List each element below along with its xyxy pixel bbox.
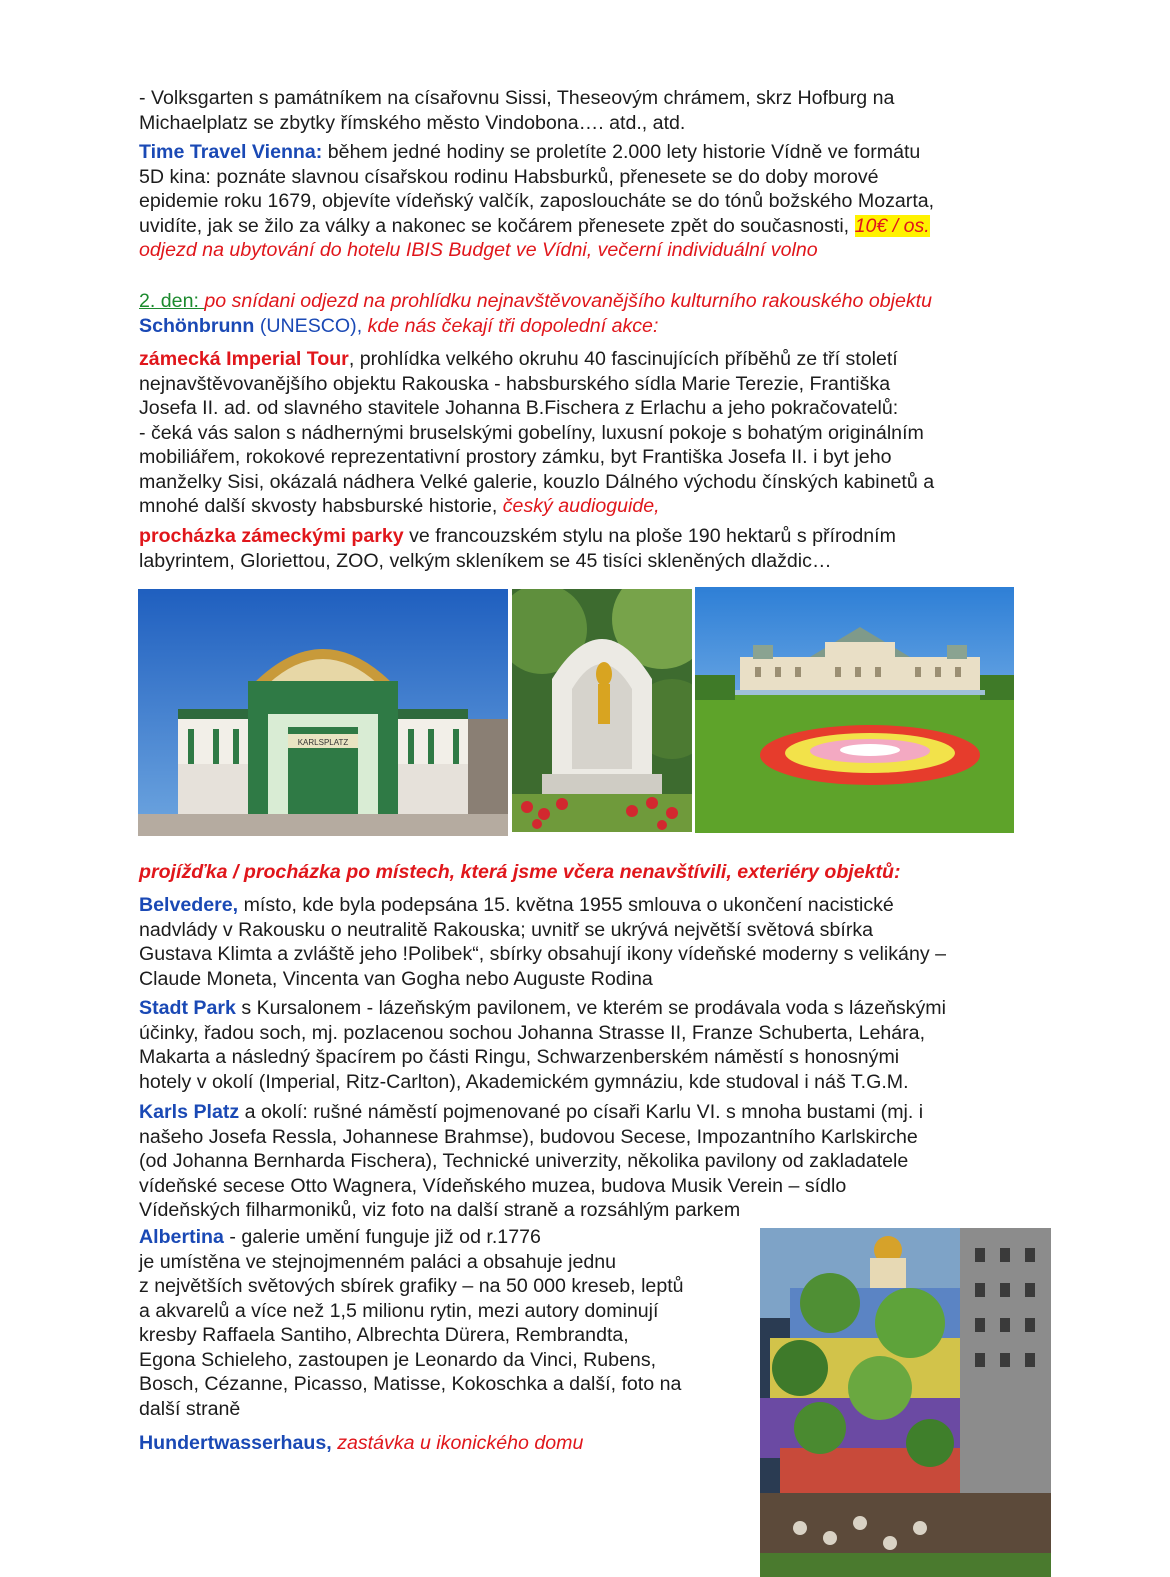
- ride-heading: [139, 860, 1079, 885]
- imperial-text-7: mnohé další skvosty habsburské historie,: [139, 495, 503, 517]
- imperial-line-4: - čeká vás salon s nádhernými bruselskými gobelíny, luxusní pokoje s bohatým originálním: [139, 421, 924, 444]
- hundertwasser-line: [139, 1431, 754, 1456]
- intro-line-2: Michaelplatz se zbytky římského město Vindobona…. atd., atd.: [139, 111, 686, 134]
- albertina-line-2: je umístěna ve stejnojmenném paláci a obsahuje jednu: [139, 1250, 617, 1273]
- stadtpark-text-1: s Kursalonem - lázeňským pavilonem, ve kterém se prodávala voda s lázeňskými: [235, 997, 946, 1019]
- evening-note: odjezd na ubytování do hotelu IBIS Budget ve Vídni, večerní individuální volno: [139, 239, 818, 261]
- stadtpark-line-2: účinky, řadou soch, mj. pozlacenou sochou Johanna Strasse II, Franze Schuberta, Lehára,: [139, 1021, 926, 1044]
- parks-line-1: [139, 524, 1039, 549]
- day2-paragraph: [139, 289, 1059, 338]
- belvedere-line-4: Claude Moneta, Vincenta van Gogha nebo Auguste Rodina: [139, 967, 653, 990]
- intro-paragraph: [139, 86, 1039, 135]
- karlsplatz-line-4: vídeňské secese Otto Wagnera, Vídeňského muzea, budova Musik Verein – sídlo: [139, 1174, 847, 1197]
- time-travel-line-2: 5D kina: poznáte slavnou císařskou rodinu Habsburků, přenesete se do doby morové: [139, 165, 879, 188]
- time-travel-text-1: během jedné hodiny se proletíte 2.000 lety historie Vídně ve formátu: [322, 141, 921, 163]
- schonbrunn-title: Schönbrunn: [139, 314, 255, 337]
- belvedere-photo: [695, 587, 1014, 833]
- karlsplatz-title: Karls Platz: [139, 1101, 240, 1123]
- belvedere-line-2: nadvlády v Rakousku o neutralitě Rakouska; uvnitř se ukrývá největší světová sbírka: [139, 918, 874, 941]
- albertina-text-1: - galerie umění funguje již od r.1776: [223, 1226, 541, 1248]
- time-travel-line-3: epidemie roku 1679, objevíte vídeňský valčík, zaposloucháte se do tónů božského Mozarta,: [139, 190, 935, 212]
- day2-text: po snídani odjezd na prohlídku nejnavštěvovanějšího kulturního rakouského objektu: [204, 290, 933, 312]
- imperial-paragraph: [139, 347, 1039, 519]
- stadtpark-line-3: Makarta a následný špacírem po části Ringu, Schwarzenberském náměstí s honosnými: [139, 1046, 900, 1068]
- albertina-paragraph: [139, 1225, 754, 1421]
- strauss-monument-photo: [512, 589, 692, 832]
- time-travel-text-4: uvidíte, jak se žilo za války a nakonec se kočárem přenesete zpět do současnosti,: [139, 214, 855, 237]
- belvedere-paragraph: [139, 893, 1039, 991]
- time-travel-paragraph: [139, 140, 1039, 263]
- albertina-line-5: kresby Raffaela Santiho, Albrechta Dürera, Rembrandta,: [139, 1324, 629, 1346]
- imperial-line-3: Josefa II. ad. od slavného stavitele Johanna B.Fischera z Erlachu a jeho pokračovatelů:: [139, 397, 899, 419]
- albertina-line-8: další straně: [139, 1397, 241, 1420]
- albertina-line-1: [139, 1225, 754, 1250]
- albertina-line-6: Egona Schieleho, zastoupen je Leonardo da Vinci, Rubens,: [139, 1348, 657, 1371]
- time-travel-line-4: [139, 214, 1039, 239]
- price-highlight: 10€ / os.: [854, 214, 930, 237]
- stadtpark-line-1: [139, 996, 1039, 1021]
- karlsplatz-pavilion-photo: [138, 589, 508, 836]
- day2-line-2: [139, 314, 1059, 339]
- audioguide-note: český audioguide,: [502, 495, 660, 517]
- imperial-line-2: nejnavštěvovanějšího objektu Rakouska - habsburského sídla Marie Terezie, Františka: [139, 372, 891, 395]
- albertina-line-7: Bosch, Cézanne, Picasso, Matisse, Kokoschka a další, foto na: [139, 1373, 682, 1395]
- parks-paragraph: [139, 524, 1039, 573]
- day2-line-1: [139, 289, 1059, 314]
- karlsplatz-sign: KARLSPLATZ: [297, 738, 349, 747]
- belvedere-line-1: [139, 893, 1039, 918]
- karlsplatz-line-2: našeho Josefa Ressla, Johannese Brahmse), budovou Secese, Impozantního Karlskirche: [139, 1125, 918, 1148]
- time-travel-title: Time Travel Vienna:: [139, 141, 323, 163]
- imperial-title: zámecká Imperial Tour: [139, 348, 349, 370]
- imperial-line-7: [139, 494, 1039, 519]
- albertina-line-3: z největších světových sbírek grafiky – na 50 000 kreseb, leptů: [139, 1275, 684, 1297]
- unesco-label: (UNESCO),: [254, 314, 363, 337]
- imperial-line-6: manželky Sisi, okázalá nádhera Velké galerie, kouzlo Dálného východu čínských kabinetů a: [139, 470, 935, 493]
- karlsplatz-text-1: a okolí: rušné náměstí pojmenované po císaři Karlu VI. s mnoha bustami (mj. i: [239, 1101, 924, 1123]
- albertina-title: Albertina: [139, 1226, 224, 1248]
- parks-title: procházka zámeckými parky: [139, 525, 404, 547]
- hundertwasser-comma: ,: [326, 1432, 332, 1454]
- karlsplatz-line-5: Vídeňských filharmoniků, viz foto na další straně a rozsáhlým parkem: [139, 1199, 741, 1221]
- hundertwasserhaus-photo: [760, 1228, 1051, 1577]
- belvedere-title: Belvedere,: [139, 894, 239, 916]
- stadtpark-title: Stadt Park: [139, 997, 236, 1019]
- ride-title: projížďka / procházka po místech, která jsme včera nenavštívili, exteriéry objektů:: [139, 861, 901, 883]
- belvedere-line-3: Gustava Klimta a zvláště jeho !Polibek“, sbírky obsahují ikony vídeňské moderny s velikány –: [139, 943, 946, 965]
- actions-text: kde nás čekají tři dopolední akce:: [362, 314, 659, 337]
- day2-label: 2. den:: [139, 290, 205, 312]
- hundertwasser-title: Hundertwasserhaus: [139, 1432, 327, 1454]
- karlsplatz-line-1: [139, 1100, 1039, 1125]
- albertina-line-4: a akvarelů a více než 1,5 milionu rytin, mezi autory dominují: [139, 1299, 659, 1322]
- belvedere-text-1: místo, kde byla podepsána 15. května 1955 smlouva o ukončení nacistické: [238, 894, 894, 916]
- hundertwasser-paragraph: [139, 1431, 754, 1456]
- hundertwasser-text: zastávka u ikonického domu: [331, 1432, 584, 1454]
- parks-text-1: ve francouzském stylu na ploše 190 hektarů s přírodním: [403, 525, 896, 547]
- intro-line-1: - Volksgarten s památníkem na císařovnu Sissi, Theseovým chrámem, skrz Hofburg na: [139, 87, 895, 109]
- karlsplatz-paragraph: [139, 1100, 1039, 1223]
- stadtpark-paragraph: [139, 996, 1039, 1094]
- stadtpark-line-4: hotely v okolí (Imperial, Ritz-Carlton), Akademickém gymnáziu, kde studoval i náš T.G.M.: [139, 1070, 909, 1093]
- parks-line-2: labyrintem, Gloriettou, ZOO, velkým skleníkem se 45 tisíci skleněných dlaždic…: [139, 549, 832, 572]
- time-travel-line-1: [139, 140, 1039, 165]
- imperial-text-1: , prohlídka velkého okruhu 40 fascinujících příběhů ze tří století: [348, 348, 898, 370]
- imperial-line-1: [139, 347, 1039, 372]
- imperial-line-5: mobiliářem, rokokové reprezentativní prostory zámku, byt Františka Josefa II. i byt jeho: [139, 446, 892, 468]
- karlsplatz-line-3: (od Johanna Bernharda Fischera), Technické univerzity, několika pavilony od zakladatele: [139, 1150, 909, 1172]
